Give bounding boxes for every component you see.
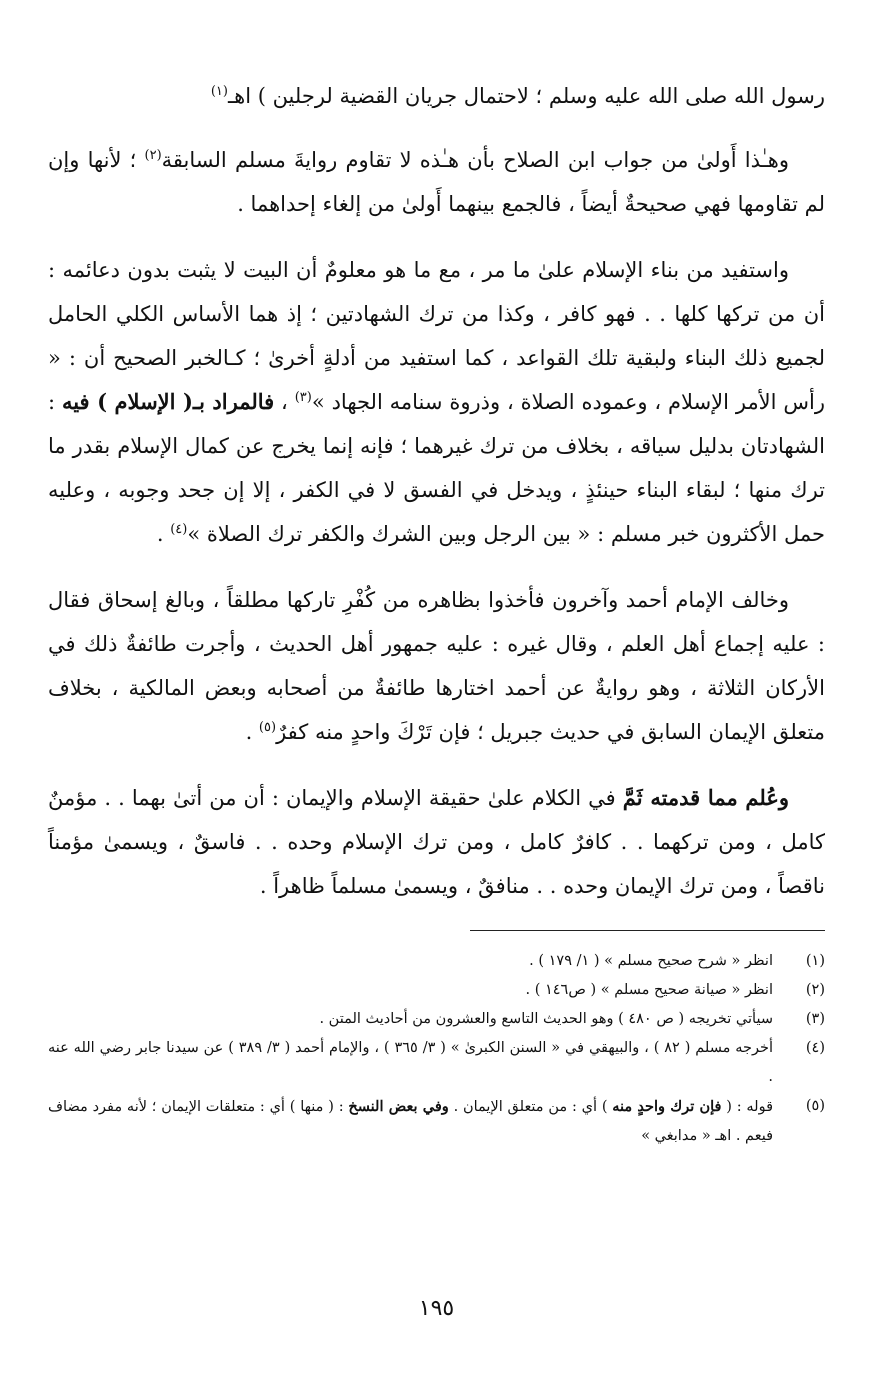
paragraph-1-text-a: وهـٰذا أَولىٰ من جواب ابن الصلاح بأن هـٰذه لا تقاوم روايةَ مسلم السابقة: [161, 148, 789, 172]
paragraph-2-text-a: واستفيد من بناء الإسلام علىٰ ما مر ، مع ما هو معلومٌ أن البيت لا يثبت بدون دعائمه : أن من تركها كلها . . فهو كافر ، وكذا من ترك الشهادتين ؛ إذ هما الأساس الكلي الحامل لجميع ذلك البناء ولبقية تلك القواعد ، كما استفيد من أدلةٍ أخرىٰ ؛ كـالخبر الصحيح أن : « رأس الأمر الإسلام ، وعموده الصلاة ، وذروة سنامه الجهاد »: [48, 258, 825, 414]
page-number: ١٩٥: [418, 1296, 455, 1321]
paragraph-2-text-d: .: [156, 522, 171, 546]
footnote-number: (٢): [805, 982, 825, 998]
paragraph-3: [48, 578, 825, 754]
paragraph-2-bold: فالمراد بـ( الإسلام ) فيه: [61, 389, 275, 414]
footnote-item: [48, 1092, 825, 1151]
paragraph-3-text-b: .: [245, 720, 259, 744]
footnote-text: انظر « شرح صحيح مسلم » ( ١/ ١٧٩ ) .: [529, 953, 773, 969]
paragraph-4: [48, 776, 825, 908]
footnote-text: أخرجه مسلم ( ٨٢ ) ، والبيهقي في « السنن الكبرىٰ » ( ٣/ ٣٦٥ ) ، والإمام أحمد ( ٣/ ٣٨٩ ) عن سيدنا جابر رضي الله عنه .: [48, 1040, 774, 1085]
footnote-item: [48, 947, 825, 976]
paragraph-4-bold: وعُلم مما قدمته ثَمَّ: [622, 785, 790, 810]
footnote-ref-1[interactable]: (١): [210, 84, 228, 99]
footnote-number: (٣): [805, 1011, 825, 1027]
footnote-ref-3[interactable]: (٣): [294, 390, 312, 405]
footnotes: [48, 947, 825, 1151]
paragraph-1: [48, 138, 825, 226]
footnote-5-text-c: : ( منها ) أي : متعلقات الإيمان ؛ لأنه مفرد مضاف فيعم . اهـ « مدابغي »: [48, 1099, 773, 1144]
paragraph-2-text-b: ،: [274, 390, 295, 414]
footnote-number: (١): [805, 953, 825, 969]
footnote-item: [48, 1005, 825, 1034]
top-line-text: رسول الله صلى الله عليه وسلم ؛ لاحتمال جريان القضية لرجلين ) اهـ: [227, 84, 825, 108]
footnote-number: (٤): [805, 1040, 825, 1056]
paragraph-3-text-a: وخالف الإمام أحمد وآخرون فأخذوا بظاهره من كُفْرِ تاركها مطلقاً ، وبالغ إسحاق فقال : عليه إجماع أهل العلم ، وقال غيره : عليه جمهور أهل الحديث ، وأجرت طائفةٌ ذلك في الأركان الثلاثة ، وهو روايةٌ عن أحمد اختارها طائفةٌ من أصحابه وبعض المالكية ، بخلاف متعلق الإيمان السابق في حديث جبريل ؛ فإن تَرْكَ واحدٍ منه كفرٌ: [48, 588, 825, 744]
footnote-5-text-b: ) أي : من متعلق الإيمان .: [448, 1099, 613, 1115]
footnote-text: سيأتي تخريجه ( ص ٤٨٠ ) وهو الحديث التاسع والعشرون من أحاديث المتن .: [319, 1011, 773, 1027]
footnote-item: [48, 1034, 825, 1092]
footnote-ref-4[interactable]: (٤): [170, 522, 188, 537]
top-line: [48, 74, 825, 118]
footnote-item: [48, 976, 825, 1005]
paragraph-2: [48, 248, 825, 556]
footnote-5-text-a: قوله : (: [721, 1099, 773, 1115]
footnote-5-bold-b: وفي بعض النسخ: [348, 1098, 449, 1115]
footnote-ref-5[interactable]: (٥): [258, 720, 277, 735]
footnote-text: [48, 1092, 773, 1151]
paragraph-1-text-b: ؛ لأنها وإن لم تقاومها فهي صحيحةٌ أيضاً ، فالجمع بينهما أَولىٰ من إلغاء إحداهما .: [48, 148, 825, 216]
footnote-divider: [470, 930, 825, 931]
paragraph-4-text: في الكلام علىٰ حقيقة الإسلام والإيمان : أن من أتىٰ بهما . . مؤمنٌ كامل ، ومن تركهما . . كافرٌ كامل ، ومن ترك الإسلام وحده . . فاسقٌ ، ويسمىٰ مؤمناً ناقصاً ، ومن ترك الإيمان وحده . . منافقٌ ، ويسمىٰ مسلماً ظاهراً .: [48, 786, 825, 898]
paragraph-2-text-c: : الشهادتان بدليل سياقه ، بخلاف من ترك غيرهما ؛ فإنه إنما يخرج عن كمال الإسلام بقدر ما ترك منها ؛ لبقاء البناء حينئذٍ ، ويدخل في الفسق لا في الكفر ، إلا إن جحد وجوبه ، وعليه حمل الأكثرون خبر مسلم : « بين الرجل وبين الشرك والكفر ترك الصلاة »: [48, 390, 825, 546]
footnote-5-bold-a: فإن ترك واحدٍ منه: [612, 1098, 722, 1115]
footnote-number: (٥): [805, 1098, 825, 1114]
footnote-ref-2[interactable]: (٢): [144, 148, 162, 163]
footnote-text: انظر « صيانة صحيح مسلم » ( ص١٤٦ ) .: [525, 982, 773, 998]
